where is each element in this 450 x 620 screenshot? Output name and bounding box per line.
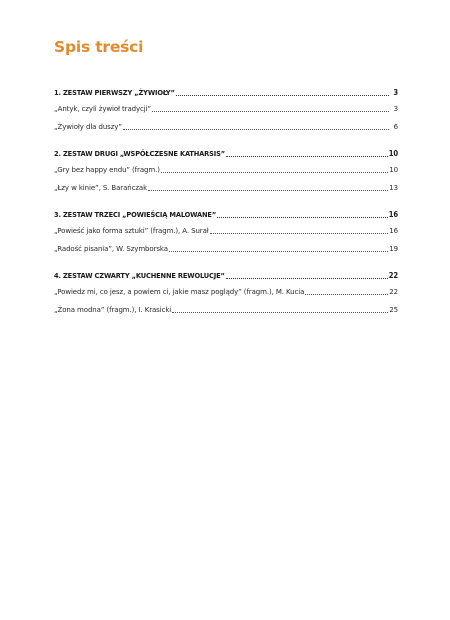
- dot-leader: [152, 111, 389, 112]
- dot-leader: [217, 217, 388, 218]
- chapter-title: 2. ZESTAW DRUGI „WSPÓŁCZESNE KATHARSIS”: [54, 149, 225, 158]
- dot-leader: [176, 95, 389, 96]
- item-title: „Gry bez happy endu” (fragm.): [54, 166, 160, 174]
- dot-leader: [226, 278, 388, 279]
- page-title: Spis treści: [54, 38, 144, 56]
- dot-leader: [161, 172, 388, 173]
- table-of-contents: [54, 87, 398, 316]
- dot-leader: [305, 294, 388, 295]
- dot-leader: [169, 251, 388, 252]
- dot-leader: [123, 129, 389, 130]
- page-number: 13: [389, 184, 398, 192]
- dot-leader: [210, 233, 389, 234]
- page-number: 3: [393, 105, 398, 113]
- page-number: 22: [388, 271, 398, 280]
- chapter-title: 3. ZESTAW TRZECI „POWIEŚCIĄ MALOWANE”: [54, 210, 217, 219]
- dot-leader: [172, 312, 388, 313]
- item-title: „Łzy w kinie”, S. Barańczak: [54, 184, 148, 192]
- toc-item[interactable]: [54, 286, 398, 298]
- item-title: „Radość pisania”, W. Szymborska: [54, 245, 168, 253]
- toc-item[interactable]: [54, 164, 398, 176]
- toc-item[interactable]: [54, 121, 398, 133]
- chapter-title: 4. ZESTAW CZWARTY „KUCHENNE REWOLUCJE”: [54, 271, 225, 280]
- page-number: 10: [388, 149, 398, 158]
- page-number: 16: [389, 227, 398, 235]
- toc-chapter-4[interactable]: [54, 270, 398, 282]
- toc-chapter-1[interactable]: [54, 87, 398, 99]
- chapter-title: 1. ZESTAW PIERWSZY „ŻYWIOŁY”: [54, 88, 175, 97]
- item-title: „Żywioły dla duszy”: [54, 123, 122, 131]
- toc-item[interactable]: [54, 182, 398, 194]
- dot-leader: [148, 190, 388, 191]
- page-number: 22: [389, 288, 398, 296]
- toc-item[interactable]: [54, 225, 398, 237]
- toc-item[interactable]: [54, 103, 398, 115]
- toc-item[interactable]: [54, 304, 398, 316]
- item-title: „Żona modna” (fragm.), I. Krasicki: [54, 306, 172, 314]
- toc-chapter-3[interactable]: [54, 209, 398, 221]
- page-number: 6: [393, 123, 398, 131]
- page-number: 25: [389, 306, 398, 314]
- item-title: „Powiedz mi, co jesz, a powiem ci, jakie masz poglądy” (fragm.), M. Kucia: [54, 288, 305, 296]
- item-title: „Antyk, czyli żywioł tradycji”: [54, 105, 151, 113]
- page-number: 10: [389, 166, 398, 174]
- page-number: 19: [389, 245, 398, 253]
- toc-item[interactable]: [54, 243, 398, 255]
- item-title: „Powieść jako forma sztuki” (fragm.), A. Surał: [54, 227, 209, 235]
- page-number: 16: [388, 210, 398, 219]
- toc-chapter-2[interactable]: [54, 148, 398, 160]
- page-number: 3: [393, 88, 398, 97]
- dot-leader: [226, 156, 388, 157]
